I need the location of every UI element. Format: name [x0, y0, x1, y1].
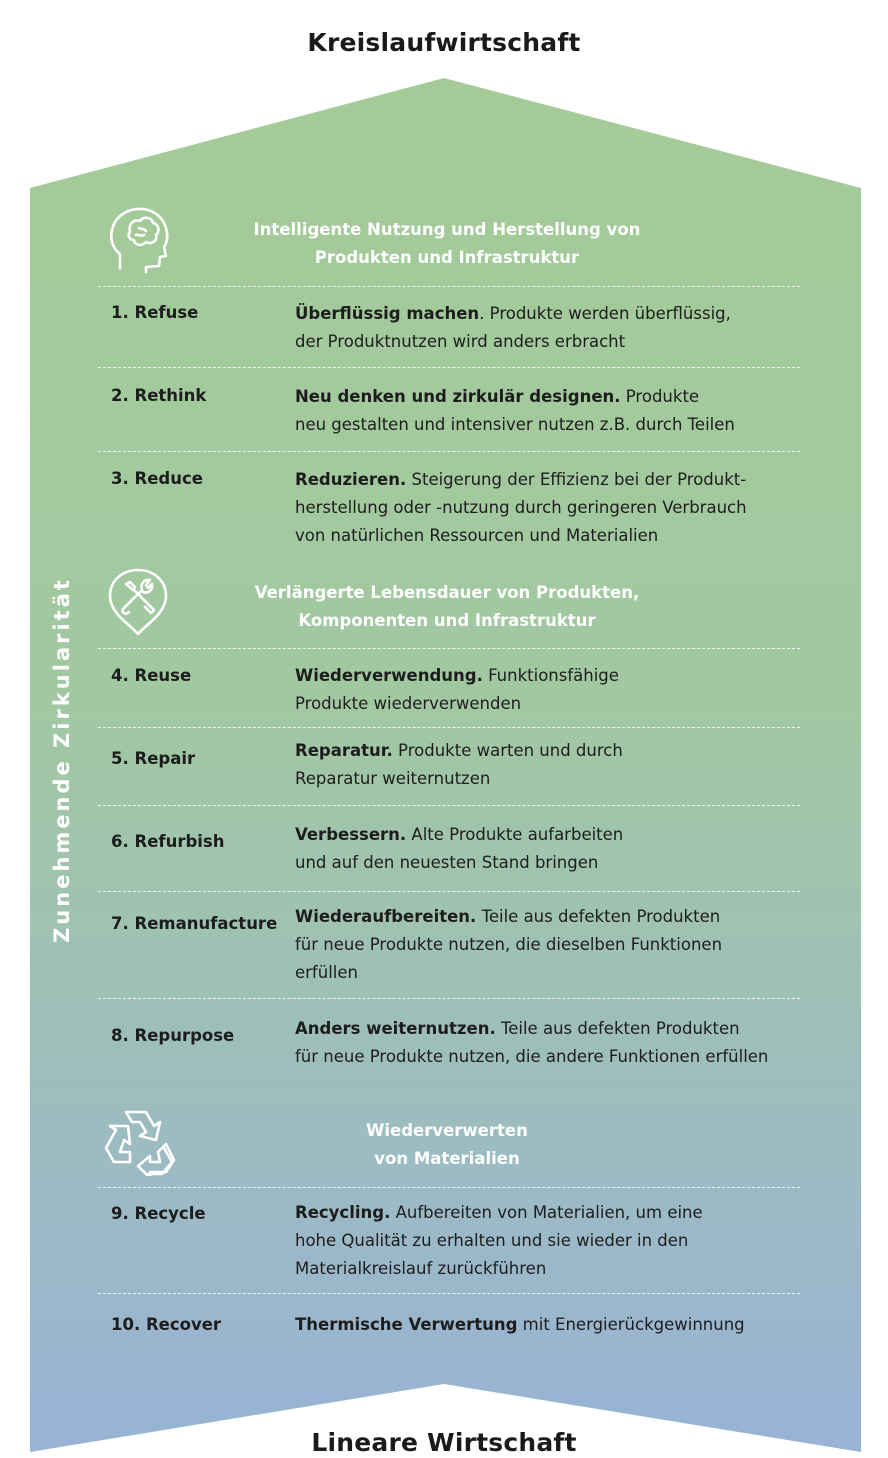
item-label-refurbish: 6. Refurbish — [111, 832, 225, 851]
item-label-recover: 10. Recover — [111, 1315, 222, 1334]
item-lead: Wiederverwendung. — [295, 666, 483, 685]
item-text: Produkte — [620, 387, 700, 406]
group-title-line: von Materialien — [374, 1149, 520, 1168]
divider — [98, 805, 800, 806]
item-desc-recycle — [295, 1199, 825, 1283]
divider — [98, 451, 800, 452]
item-lead: Überflüssig machen — [295, 304, 480, 323]
side-label-zirkularitaet: Zunehmende Zirkularität — [50, 577, 74, 943]
title-kreislaufwirtschaft: Kreislaufwirtschaft — [307, 28, 581, 57]
group-title-line: Verlängerte Lebensdauer von Produkten, — [254, 583, 640, 602]
item-label-reuse: 4. Reuse — [111, 666, 192, 685]
divider — [98, 727, 800, 728]
item-text: für neue Produkte nutzen, die dieselben Funktionen — [295, 935, 723, 954]
item-desc-reuse — [295, 662, 825, 718]
item-desc-refurbish — [295, 821, 825, 877]
item-text: Materialkreislauf zurückführen — [295, 1259, 547, 1278]
title-lineare-wirtschaft: Lineare Wirtschaft — [311, 1428, 577, 1457]
item-label-repurpose: 8. Repurpose — [111, 1026, 235, 1045]
item-text: Produkte wiederverwenden — [295, 694, 522, 713]
group-title-verlaengerte-lebensdauer — [180, 579, 714, 635]
recycle-icon — [102, 1104, 176, 1176]
divider — [98, 1187, 800, 1188]
group-title-line: Komponenten und Infrastruktur — [298, 611, 596, 630]
item-text: Funktionsfähige — [482, 666, 619, 685]
wrench-screwdriver-pin-icon — [106, 566, 170, 638]
item-lead: Wiederaufbereiten. — [295, 907, 477, 926]
item-desc-refuse — [295, 300, 825, 356]
item-desc-repair — [295, 737, 825, 793]
item-text: Aufbereiten von Materialien, um eine — [390, 1203, 703, 1222]
divider — [98, 998, 800, 999]
group-title-line: Intelligente Nutzung und Herstellung von — [253, 220, 641, 239]
item-text: der Produktnutzen wird anders erbracht — [295, 332, 626, 351]
item-text: . Produkte werden überflüssig, — [479, 304, 731, 323]
item-text: Teile aus defekten Produkten — [495, 1019, 740, 1038]
item-text: Produkte warten und durch — [392, 741, 623, 760]
item-desc-reduce — [295, 466, 825, 550]
brain-head-icon — [106, 204, 172, 274]
divider — [98, 1293, 800, 1294]
item-lead: Recycling. — [295, 1203, 391, 1222]
item-label-rethink: 2. Rethink — [111, 386, 207, 405]
group-title-line: Wiederverwerten — [366, 1121, 528, 1140]
item-lead: Reparatur. — [295, 741, 393, 760]
item-desc-remanufacture — [295, 903, 825, 987]
item-text: und auf den neuesten Stand bringen — [295, 853, 599, 872]
item-lead: Thermische Verwertung — [295, 1315, 518, 1334]
item-desc-rethink — [295, 383, 825, 439]
divider — [98, 891, 800, 892]
divider — [98, 367, 800, 368]
item-lead: Neu denken und zirkulär designen. — [295, 387, 621, 406]
divider — [98, 648, 800, 649]
item-text: mit Energierückgewinnung — [517, 1315, 745, 1334]
item-text: Reparatur weiternutzen — [295, 769, 491, 788]
group-title-wiederverwerten — [180, 1117, 714, 1173]
item-desc-repurpose — [295, 1015, 835, 1071]
item-text: erfüllen — [295, 963, 358, 982]
item-text: herstellung oder -nutzung durch geringeren Verbrauch — [295, 498, 747, 517]
item-label-recycle: 9. Recycle — [111, 1204, 206, 1223]
group-title-intelligente-nutzung — [180, 216, 714, 272]
item-lead: Verbessern. — [295, 825, 407, 844]
item-label-repair: 5. Repair — [111, 749, 196, 768]
group-title-line: Produkten und Infrastruktur — [314, 248, 580, 267]
item-text: Teile aus defekten Produkten — [476, 907, 721, 926]
item-text: neu gestalten und intensiver nutzen z.B. durch Teilen — [295, 415, 735, 434]
item-label-remanufacture: 7. Remanufacture — [111, 914, 278, 933]
item-label-reduce: 3. Reduce — [111, 469, 203, 488]
item-lead: Reduzieren. — [295, 470, 407, 489]
item-text: Steigerung der Effizienz bei der Produkt- — [406, 470, 747, 489]
item-label-refuse: 1. Refuse — [111, 303, 199, 322]
item-desc-recover — [295, 1311, 825, 1339]
item-text: von natürlichen Ressourcen und Materialien — [295, 526, 659, 545]
item-text: hohe Qualität zu erhalten und sie wieder in den — [295, 1231, 689, 1250]
divider — [98, 286, 800, 287]
item-lead: Anders weiternutzen. — [295, 1019, 496, 1038]
item-text: Alte Produkte aufarbeiten — [406, 825, 624, 844]
item-text: für neue Produkte nutzen, die andere Funktionen erfüllen — [295, 1047, 769, 1066]
